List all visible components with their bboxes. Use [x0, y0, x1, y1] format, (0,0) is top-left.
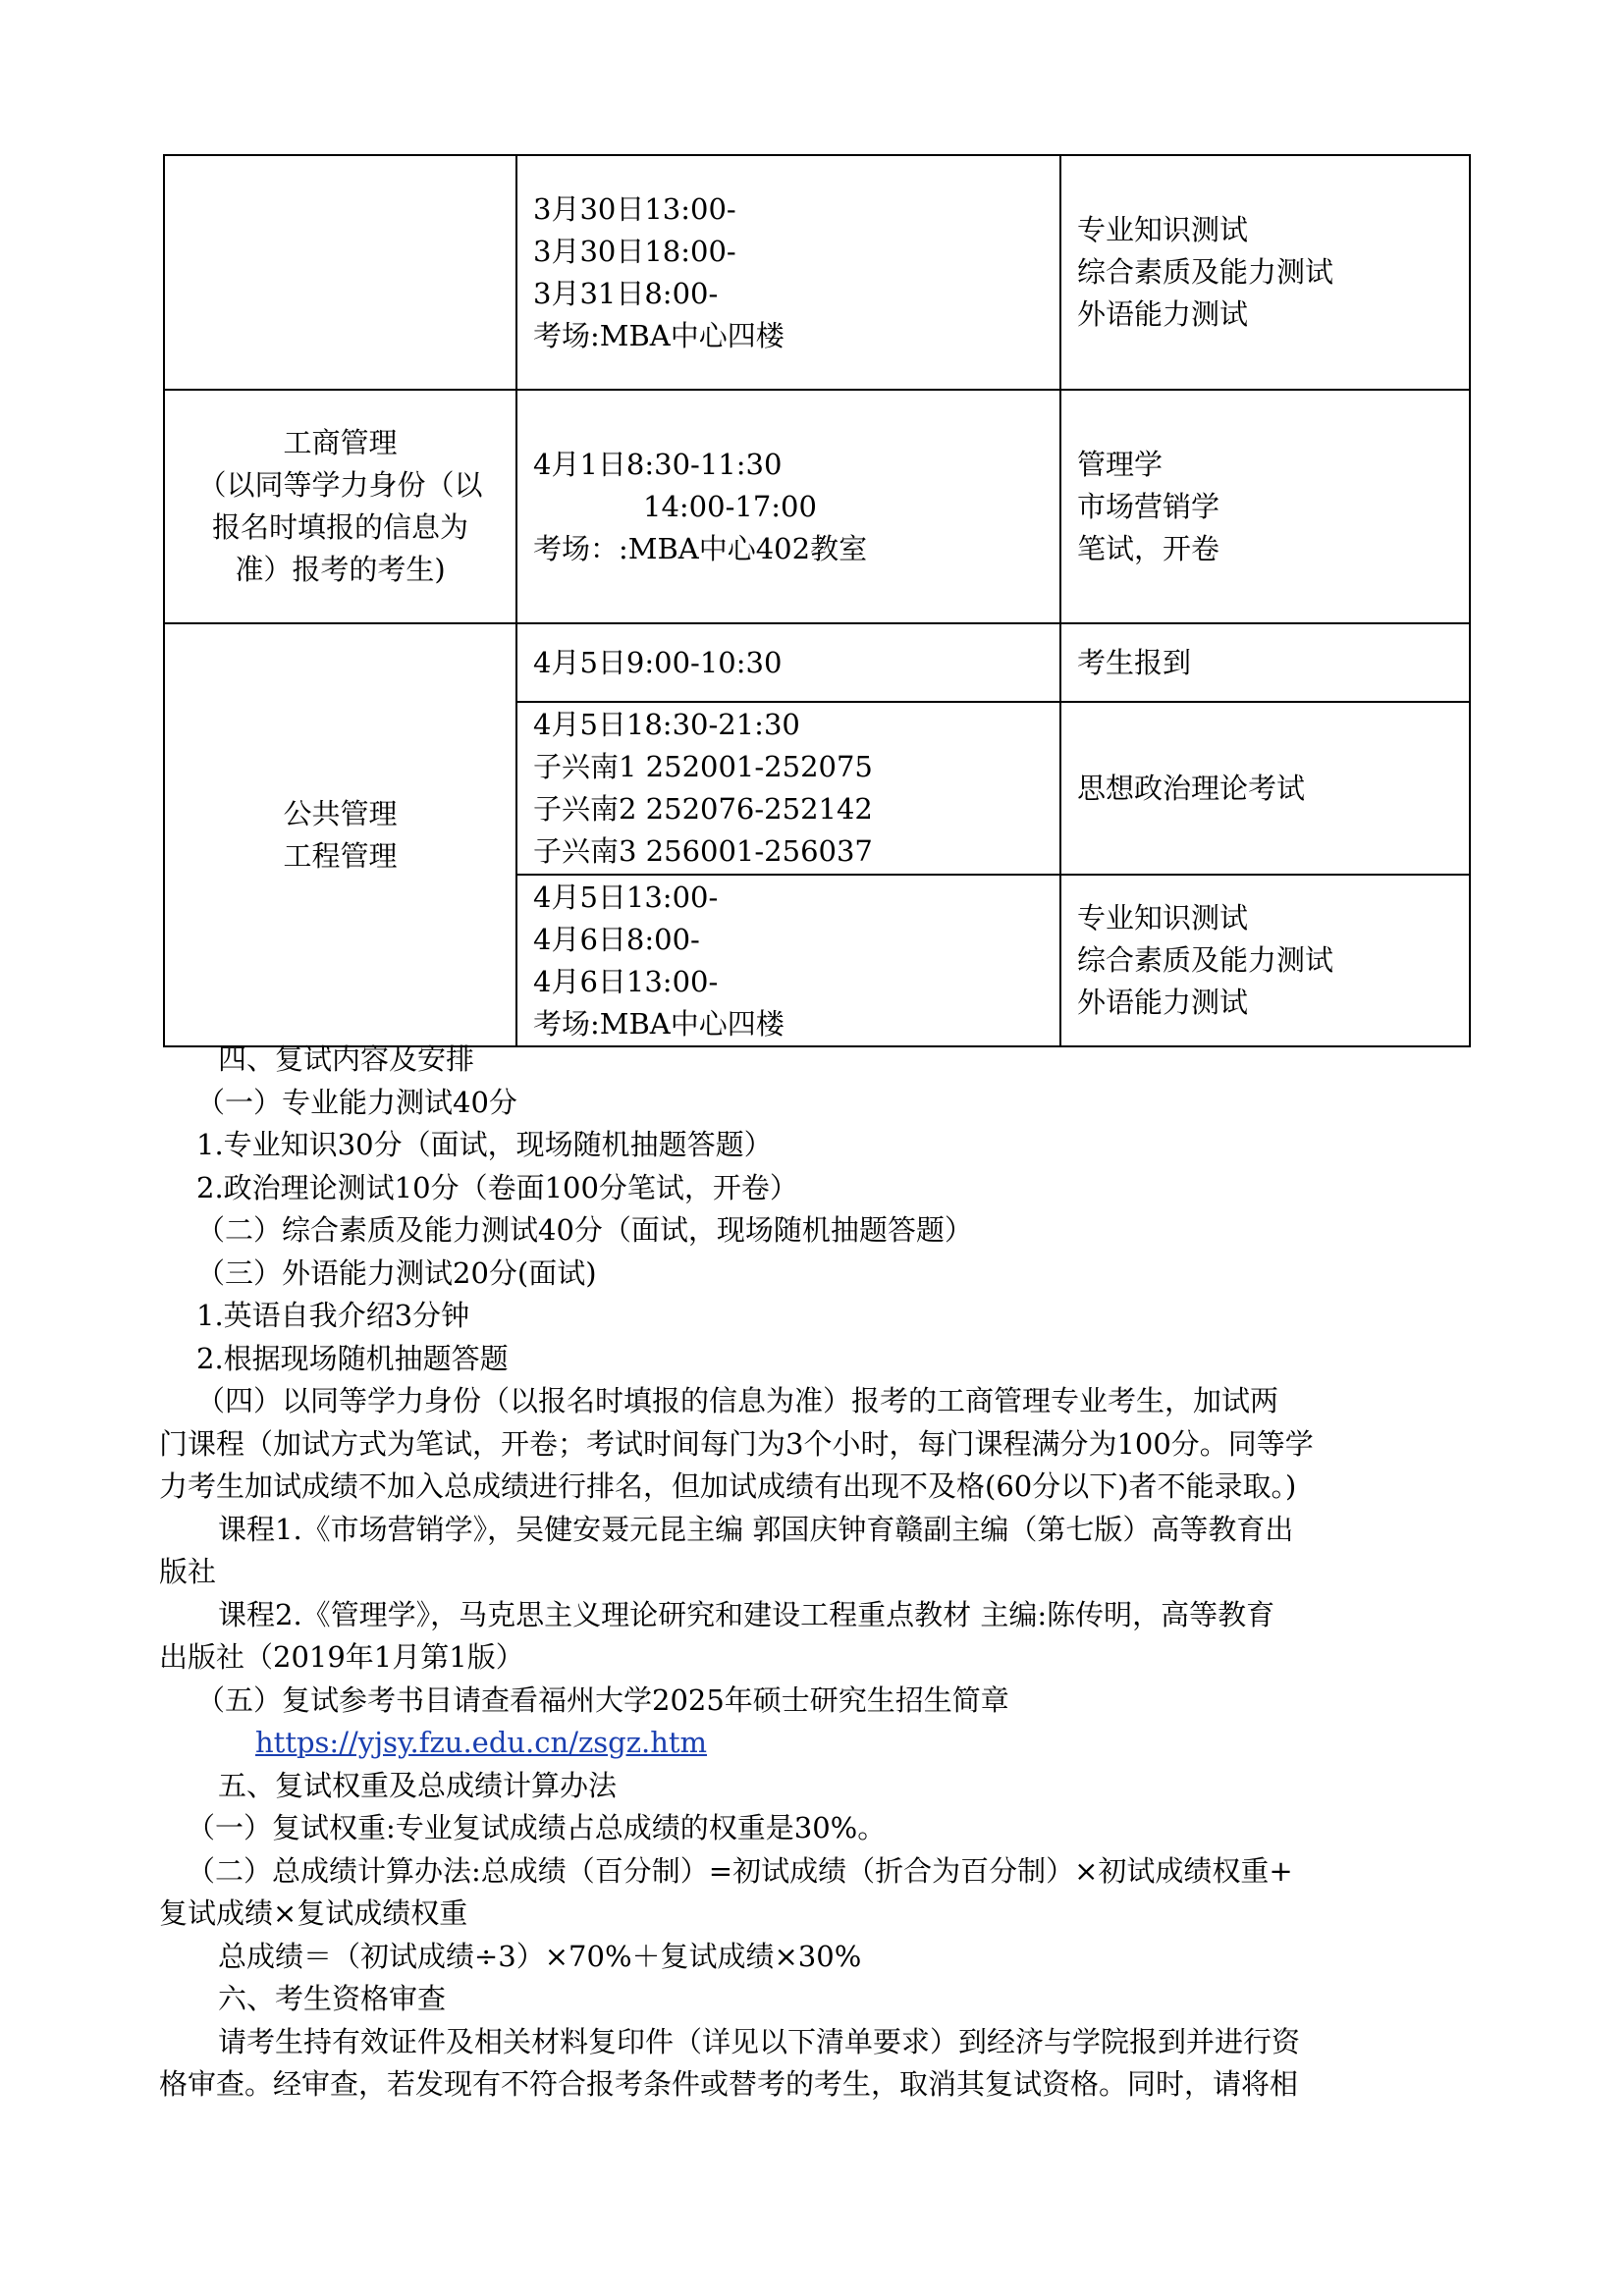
time-cell [516, 390, 1060, 623]
category-line: 工程管理 [283, 838, 398, 873]
time-line: 4月5日18:30-21:30 [533, 708, 800, 741]
admissions-link[interactable]: https://yjsy.fzu.edu.cn/zsgz.htm [255, 1726, 708, 1759]
content-line: 考生报到 [1077, 645, 1192, 679]
category-line: 工商管理 [283, 426, 398, 459]
paragraph-line: 请考生持有效证件及相关材料复印件（详见以下清单要求）到经济与学院报到并进行资 [218, 2024, 1301, 2058]
content-line: 思想政治理论考试 [1077, 771, 1306, 805]
time-line: 3月30日13:00- [533, 191, 736, 226]
paragraph: （三）外语能力测试20分(面试) [196, 1255, 597, 1290]
time-line: 考场:MBA中心四楼 [533, 1006, 785, 1041]
time-line: 4月6日8:00- [533, 922, 700, 956]
paragraph: 2.根据现场随机抽题答题 [196, 1341, 509, 1375]
category-line: 报名时填报的信息为 [211, 510, 468, 544]
paragraph-line: 课程2.《管理学》，马克思主义理论研究和建设工程重点教材 主编:陈传明，高等教育 [218, 1597, 1275, 1631]
content-cell [1060, 702, 1470, 875]
time-line: 子兴南1 252001-252075 [533, 750, 873, 783]
category-line: 准）报考的考生) [235, 553, 446, 586]
time-line: 考场:MBA中心四楼 [533, 318, 785, 352]
time-line: 子兴南2 252076-252142 [533, 792, 873, 826]
time-line: 14:00-17:00 [643, 489, 817, 523]
table-row [164, 390, 1470, 623]
section-heading: 五、复试权重及总成绩计算办法 [218, 1768, 618, 1802]
content-line: 专业知识测试 [1077, 213, 1249, 246]
time-cell [516, 875, 1060, 1046]
section-heading: 六、考生资格审查 [218, 1982, 447, 2015]
content-line: 综合素质及能力测试 [1077, 255, 1334, 289]
content-line: 外语能力测试 [1077, 297, 1249, 331]
paragraph-line: 力考生加试成绩不加入总成绩进行排名，但加试成绩有出现不及格(60分以下)者不能录取。) [159, 1469, 1297, 1503]
time-line: 4月6日13:00- [533, 964, 719, 998]
paragraph: （一）复试权重:专业复试成绩占总成绩的权重是30%。 [187, 1811, 887, 1844]
time-line: 4月5日9:00-10:30 [533, 645, 783, 679]
content-line: 市场营销学 [1077, 489, 1220, 523]
paragraph-line: 版社 [159, 1555, 217, 1588]
content-line: 管理学 [1077, 447, 1164, 481]
paragraph-line: （二）总成绩计算办法:总成绩（百分制）=初试成绩（折合为百分制）×初试成绩权重+ [187, 1853, 1293, 1888]
table-row [164, 155, 1470, 390]
formula: 总成绩＝（初试成绩÷3）×70%＋复试成绩×30% [218, 1939, 862, 1973]
category-cell [164, 390, 516, 623]
time-cell [516, 702, 1060, 875]
time-line: 子兴南3 256001-256037 [533, 834, 873, 868]
content-cell [1060, 155, 1470, 390]
content-line: 笔试，开卷 [1077, 531, 1220, 565]
category-line: 公共管理 [283, 796, 398, 830]
document-body [159, 1039, 1475, 2107]
paragraph-line: 门课程（加试方式为笔试，开卷；考试时间每门为3个小时，每门课程满分为100分。同等学 [159, 1426, 1314, 1461]
paragraph: （五）复试参考书目请查看福州大学2025年硕士研究生招生简章 [196, 1682, 1009, 1717]
time-line: 4月5日13:00- [533, 880, 719, 914]
content-cell [1060, 623, 1470, 702]
paragraph-line: 格审查。经审查，若发现有不符合报考条件或替考的考生，取消其复试资格。同时，请将相 [159, 2067, 1299, 2101]
category-line: （以同等学力身份（以 [197, 468, 483, 502]
paragraph: （一）专业能力测试40分 [196, 1085, 517, 1119]
schedule-table [163, 154, 1471, 1047]
time-cell [516, 623, 1060, 702]
paragraph-line: 课程1.《市场营销学》，吴健安聂元昆主编 郭国庆钟育赣副主编（第七版）高等教育出 [218, 1512, 1294, 1546]
category-cell [164, 155, 516, 390]
content-line: 专业知识测试 [1077, 901, 1249, 934]
paragraph: 1.专业知识30分（面试，现场随机抽题答题） [196, 1128, 773, 1161]
category-cell [164, 623, 516, 1046]
paragraph-line: 出版社（2019年1月第1版） [159, 1640, 524, 1674]
paragraph-line: （四）以同等学力身份（以报名时填报的信息为准）报考的工商管理专业考生，加试两 [196, 1384, 1279, 1417]
paragraph: 1.英语自我介绍3分钟 [196, 1299, 470, 1332]
table-row [164, 623, 1470, 702]
time-line: 3月30日18:00- [533, 234, 736, 268]
section-heading: 四、复试内容及安排 [218, 1042, 475, 1076]
paragraph: （二）综合素质及能力测试40分（面试，现场随机抽题答题） [196, 1213, 973, 1247]
paragraph: 2.政治理论测试10分（卷面100分笔试，开卷） [196, 1170, 798, 1204]
content-cell [1060, 390, 1470, 623]
content-line: 外语能力测试 [1077, 986, 1249, 1019]
time-line: 4月1日8:30-11:30 [533, 447, 783, 481]
content-cell [1060, 875, 1470, 1046]
time-line: 3月31日8:00- [533, 276, 719, 310]
paragraph-line: 复试成绩×复试成绩权重 [159, 1896, 468, 1930]
time-line: 考场：:MBA中心402教室 [533, 531, 868, 565]
time-cell [516, 155, 1060, 390]
content-line: 综合素质及能力测试 [1077, 943, 1334, 977]
